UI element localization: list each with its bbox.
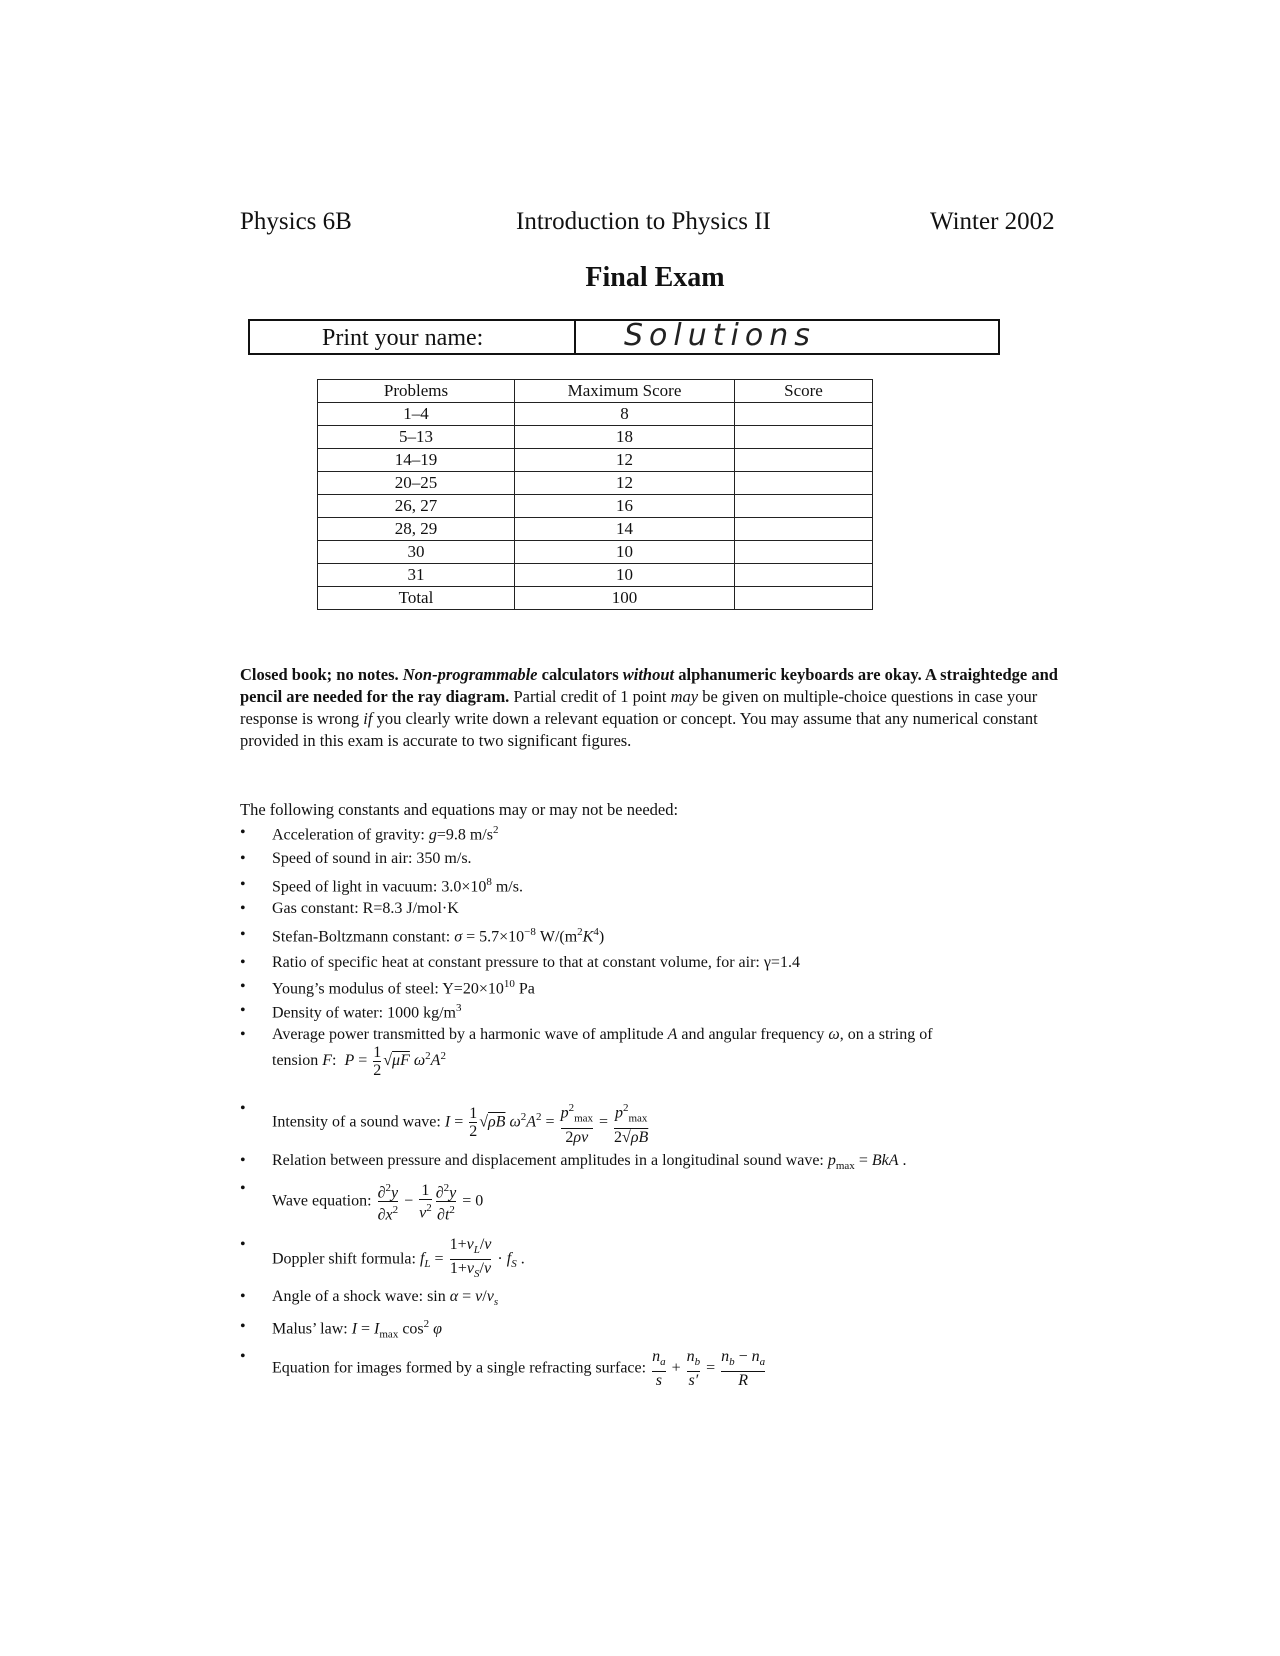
instr-bold-2d: alphanumeric keyboards are okay. A straightedge and pencil are needed for the ray diagram. — [240, 665, 1058, 706]
cell-problems: Total — [318, 587, 515, 610]
const-shock: • Angle of a shock wave: $\sin \alpha = v/v_s$ — [240, 1288, 1080, 1308]
table-row — [318, 541, 873, 564]
cell-problems: 30 — [318, 541, 515, 564]
cell-score — [735, 426, 873, 449]
course-title: Introduction to Physics II — [516, 208, 771, 235]
cell-problems: 5–13 — [318, 426, 515, 449]
const-gravity: • Acceleration of gravity: g=9.8 $m/s^2$ — [240, 824, 1080, 844]
const-relation: • Relation between pressure and displacement amplitudes in a longitudinal sound wave: $p_{max}$ = BkA . — [240, 1152, 1080, 1172]
instr-bold-1: Closed book; no notes. — [240, 665, 399, 684]
instr-text-1: Partial credit of 1 point — [513, 687, 667, 706]
cell-max: 12 — [515, 472, 735, 495]
table-row — [318, 587, 873, 610]
const-doppler: • Doppler shift formula: $f_L$ = $\frac{1+v_L/v}{1+v_S/v}$ · $f_S$ . — [240, 1236, 1080, 1283]
cell-problems: 26, 27 — [318, 495, 515, 518]
instr-bold-2a: Non-programmable — [402, 665, 538, 684]
col-problems: Problems — [318, 380, 515, 403]
constants-intro: The following constants and equations may or may not be needed: — [240, 800, 679, 819]
course-code: Physics 6B — [240, 208, 352, 235]
const-young: • Young’s modulus of steel: $Y=20\times 10^{10}$ Pa — [240, 978, 1080, 998]
cell-score — [735, 564, 873, 587]
score-table-header — [318, 380, 873, 403]
cell-score — [735, 495, 873, 518]
table-row — [318, 518, 873, 541]
const-refract: • Equation for images formed by a single refracting surface: $\frac{n_a}{s}$ + $\frac{n_b}{s'}$ = $\frac{n_b - n_a}{R}$ — [240, 1348, 1080, 1389]
col-max-score: Maximum Score — [515, 380, 735, 403]
cell-max: 18 — [515, 426, 735, 449]
const-malus: • Malus’ law: $I = I_{max}$ $\cos^2 \varphi$ — [240, 1318, 1080, 1341]
const-power: • Average power transmitted by a harmonic wave of amplitude A and angular frequency ω, on a string of tension F: P = $\frac{1}{2}$ √μF $\omega^2A^2$ — [240, 1026, 1080, 1079]
cell-score — [735, 587, 873, 610]
name-label: Print your name: — [250, 321, 576, 353]
const-gas: • Gas constant: R=8.3 J/mol·K — [240, 900, 1080, 918]
exam-title: Final Exam — [585, 262, 725, 293]
cell-max: 10 — [515, 564, 735, 587]
const-sound: • Speed of sound in air: 350 m/s. — [240, 850, 1080, 868]
const-density: • Density of water: 1000 $kg/m^3$ — [240, 1002, 1080, 1022]
cell-max: 8 — [515, 403, 735, 426]
table-row — [318, 403, 873, 426]
instructions — [240, 664, 1070, 752]
cell-score — [735, 403, 873, 426]
cell-score — [735, 472, 873, 495]
cell-score — [735, 518, 873, 541]
instr-em-2: if — [363, 709, 373, 728]
cell-problems: 1–4 — [318, 403, 515, 426]
const-light: • Speed of light in vacuum: $3.0\times 10^8$ m/s. — [240, 876, 1080, 896]
instr-bold-2c: without — [622, 665, 675, 684]
cell-max: 16 — [515, 495, 735, 518]
cell-problems: 14–19 — [318, 449, 515, 472]
instr-em-1: may — [670, 687, 699, 706]
table-row — [318, 449, 873, 472]
cell-problems: 28, 29 — [318, 518, 515, 541]
const-intensity: • Intensity of a sound wave: I = $\frac{1}{2}$ √ρB $\omega^2A^2$ = $\frac{p^2_{max}}{2\rho v}$ = $\frac{p^2_{max}}{2√\rho B}$ — [240, 1100, 1080, 1146]
const-gamma: • Ratio of specific heat at constant pressure to that at constant volume, for air: γ=1.4 — [240, 954, 1080, 972]
table-row — [318, 426, 873, 449]
cell-score — [735, 449, 873, 472]
instr-text-3: you clearly write down a relevant equation or concept. You may assume that any numerical constant provided in this exam is accurate to two significant figures. — [240, 709, 1038, 750]
const-wave-eq: • Wave equation: $\frac{\partial^2y}{\partial x^2}$ − $\frac{1}{v^2}$ $\frac{\partial^2y}{\partial t^2}$ = 0 — [240, 1180, 1080, 1224]
const-stefan: • Stefan-Boltzmann constant: $\sigma = 5.7\times 10^{-8}$ $W/(m^2K^4)$ — [240, 926, 1080, 946]
instr-text-2: be given on multiple-choice questions in case your response is wrong — [240, 687, 1038, 728]
cell-problems: 20–25 — [318, 472, 515, 495]
name-field — [248, 319, 1000, 355]
cell-max: 14 — [515, 518, 735, 541]
instr-bold-2b: calculators — [541, 665, 619, 684]
score-table — [317, 379, 873, 610]
cell-problems: 31 — [318, 564, 515, 587]
term: Winter 2002 — [930, 208, 1055, 235]
name-value: Solutions — [624, 318, 816, 353]
cell-max: 12 — [515, 449, 735, 472]
cell-max: 10 — [515, 541, 735, 564]
col-score: Score — [735, 380, 873, 403]
table-row — [318, 495, 873, 518]
cell-max: 100 — [515, 587, 735, 610]
table-row — [318, 472, 873, 495]
table-row — [318, 564, 873, 587]
cell-score — [735, 541, 873, 564]
